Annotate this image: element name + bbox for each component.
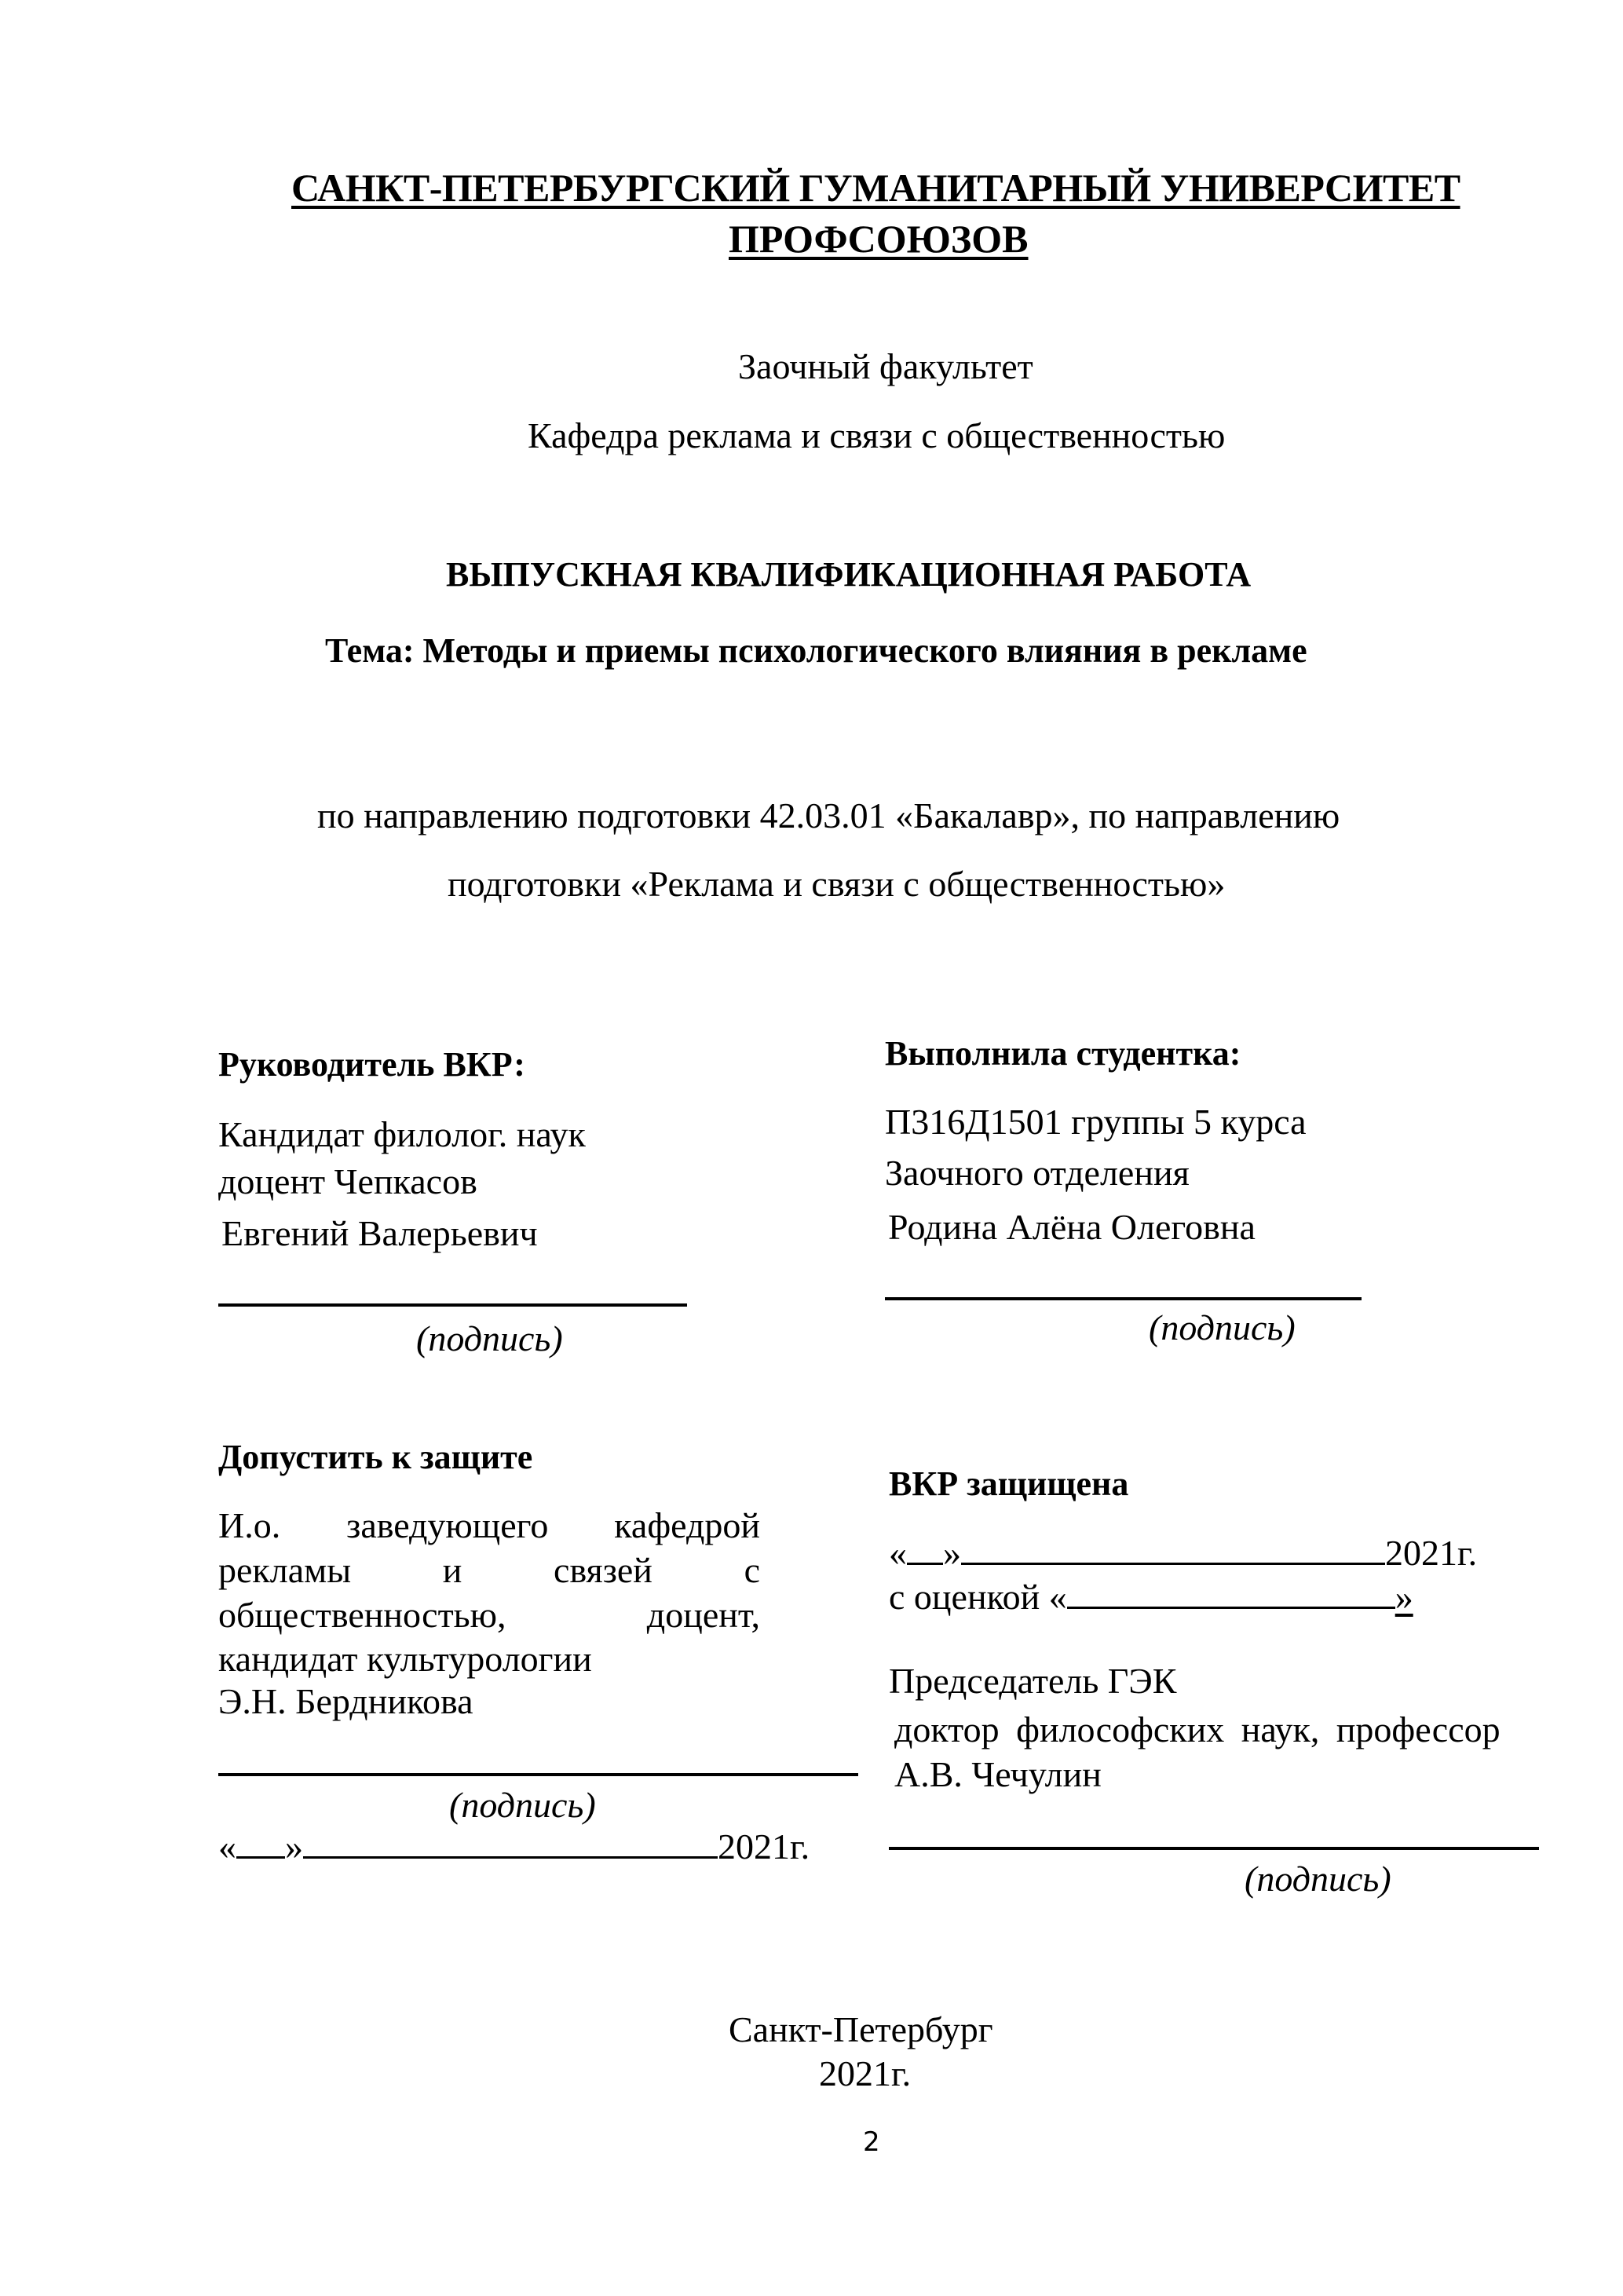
supervisor-heading: Руководитель ВКР: — [218, 1045, 525, 1084]
close-quote: » — [1395, 1577, 1413, 1617]
student-line: П316Д1501 группы 5 курса — [885, 1102, 1307, 1142]
defense-date-field[interactable] — [889, 1533, 1477, 1571]
word: заведующего — [346, 1505, 549, 1545]
word: общественностью, — [218, 1595, 506, 1635]
admission-date-field[interactable] — [218, 1826, 810, 1865]
supervisor-line: Евгений Валерьевич — [221, 1213, 538, 1253]
admission-heading: Допустить к защите — [218, 1438, 533, 1476]
grade-field[interactable] — [889, 1577, 1413, 1615]
admission-line: кандидат культурологии — [218, 1639, 592, 1679]
university-name-line1: САНКТ-ПЕТЕРБУРГСКИЙ ГУМАНИТАРНЫЙ УНИВЕРСИТЕТ — [291, 166, 1460, 210]
direction-line1: по направлению подготовки 42.03.01 «Бакалавр», по направлению — [317, 795, 1340, 835]
student-heading: Выполнила студентка: — [885, 1034, 1241, 1073]
chair-degree: доктор философских наук, профессор — [894, 1709, 1501, 1749]
supervisor-line: доцент Чепкасов — [218, 1161, 477, 1201]
chair-signature-caption: (подпись) — [1245, 1859, 1391, 1899]
day-blank[interactable] — [907, 1533, 943, 1565]
day-blank[interactable] — [236, 1826, 285, 1859]
work-type-title: ВЫПУСКНАЯ КВАЛИФИКАЦИОННАЯ РАБОТА — [446, 555, 1252, 594]
admission-justified-line — [218, 1552, 760, 1589]
footer-year: 2021г. — [819, 2053, 912, 2093]
university-name-line2: ПРОФСОЮЗОВ — [729, 217, 1029, 261]
footer-city: Санкт-Петербург — [729, 2009, 993, 2049]
department-name: Кафедра реклама и связи с общественностью — [528, 415, 1226, 455]
grade-blank[interactable] — [1067, 1577, 1395, 1609]
month-blank[interactable] — [961, 1533, 1385, 1565]
word: рекламы — [218, 1550, 352, 1590]
word: доцент, — [646, 1595, 760, 1635]
admission-line: Э.Н. Бердникова — [218, 1681, 473, 1721]
student-line: Заочного отделения — [885, 1153, 1190, 1193]
supervisor-signature-line[interactable] — [218, 1303, 687, 1307]
supervisor-signature-caption: (подпись) — [416, 1318, 563, 1358]
word: и — [442, 1550, 462, 1590]
topic-title: Тема: Методы и приемы психологического влияния в рекламе — [325, 631, 1307, 670]
student-line: Родина Алёна Олеговна — [888, 1207, 1256, 1247]
close-quote: » — [943, 1533, 961, 1573]
admission-justified-line — [218, 1597, 760, 1633]
date-year: 2021г. — [718, 1826, 810, 1866]
word: с — [744, 1550, 760, 1590]
open-quote: « — [218, 1826, 236, 1866]
admission-signature-line[interactable] — [218, 1773, 858, 1776]
grade-label: с оценкой « — [889, 1577, 1067, 1617]
faculty-name: Заочный факультет — [738, 346, 1033, 386]
direction-line2: подготовки «Реклама и связи с общественностью» — [448, 864, 1226, 904]
close-quote: » — [285, 1826, 303, 1866]
defense-heading: ВКР защищена — [889, 1464, 1129, 1503]
date-year: 2021г. — [1385, 1533, 1478, 1573]
chair-signature-line[interactable] — [889, 1847, 1539, 1850]
word: кафедрой — [614, 1505, 760, 1545]
page-number: 2 — [863, 2126, 880, 2158]
student-signature-line[interactable] — [885, 1297, 1362, 1300]
chair-title: Председатель ГЭК — [889, 1661, 1177, 1701]
open-quote: « — [889, 1533, 907, 1573]
supervisor-line: Кандидат филолог. наук — [218, 1114, 586, 1154]
month-blank[interactable] — [303, 1826, 718, 1859]
word: И.о. — [218, 1505, 281, 1545]
admission-signature-caption: (подпись) — [449, 1785, 596, 1825]
chair-name: А.В. Чечулин — [894, 1754, 1102, 1794]
admission-justified-line — [218, 1505, 760, 1545]
word: связей — [554, 1550, 652, 1590]
student-signature-caption: (подпись) — [1149, 1307, 1296, 1347]
